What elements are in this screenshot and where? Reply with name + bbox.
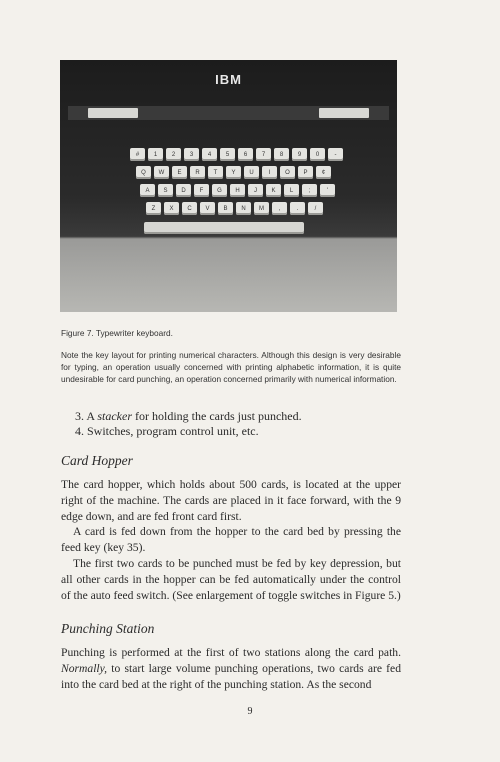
keyboard-key: 7 <box>256 148 271 161</box>
control-panel <box>68 106 389 120</box>
brand-logo: IBM <box>215 72 242 87</box>
keyboard-key: L <box>284 184 299 197</box>
keyboard-key: 2 <box>166 148 181 161</box>
keyboard-key: 5 <box>220 148 235 161</box>
section-heading: Punching Station <box>61 621 155 636</box>
keyboard-key: K <box>266 184 281 197</box>
keyboard-key: G <box>212 184 227 197</box>
keyboard-key: E <box>172 166 187 179</box>
keyboard-key: U <box>244 166 259 179</box>
keyboard-key: ; <box>302 184 317 197</box>
keyboard-key: . <box>290 202 305 215</box>
keyboard-key: J <box>248 184 263 197</box>
keyboard-key: 3 <box>184 148 199 161</box>
keyboard-key: S <box>158 184 173 197</box>
keyboard-key: P <box>298 166 313 179</box>
keyboard-key: ' <box>320 184 335 197</box>
keyboard-key: 8 <box>274 148 289 161</box>
key-row-home <box>140 184 335 197</box>
keyboard-key: , <box>272 202 287 215</box>
keyboard-key: X <box>164 202 179 215</box>
caption-title: Figure 7. Typewriter keyboard. <box>61 328 173 338</box>
keyboard-key: 0 <box>310 148 325 161</box>
keyboard-key: T <box>208 166 223 179</box>
keyboard-key: 1 <box>148 148 163 161</box>
keyboard-key: Z <box>146 202 161 215</box>
keyboard-key: 9 <box>292 148 307 161</box>
list-item: 4. Switches, program control unit, etc. <box>75 424 259 438</box>
paragraph: A card is fed down from the hopper to the card bed by pressing the feed key (key 35). <box>61 525 401 555</box>
keyboard-key: R <box>190 166 205 179</box>
keyboard-key: 4 <box>202 148 217 161</box>
keyboard-key: B <box>218 202 233 215</box>
keyboard-key: O <box>280 166 295 179</box>
key-row-bottom <box>146 202 323 215</box>
section-punching-station <box>61 621 401 692</box>
keyboard-key: D <box>176 184 191 197</box>
section-heading: Card Hopper <box>61 453 133 468</box>
typewriter-keyboard-photo <box>60 60 397 312</box>
section-card-hopper <box>61 453 401 603</box>
paragraph: Punching is performed at the first of two stations along the card path. Normally, to start large volume punching operations, two cards are fed into the card bed at the right of the punching station. As the second <box>61 646 401 691</box>
keyboard-key: ¢ <box>316 166 331 179</box>
keyboard-key: Y <box>226 166 241 179</box>
keyboard-key: M <box>254 202 269 215</box>
item-list <box>61 409 401 439</box>
keyboard-key: A <box>140 184 155 197</box>
keyboard-key: - <box>328 148 343 161</box>
panel-key-left <box>88 108 138 118</box>
keyboard-key: I <box>262 166 277 179</box>
keyboard-key: C <box>182 202 197 215</box>
caption-note: Note the key layout for printing numerical characters. Although this design is very desirable for typing, an operation usually concerned with printing alphabetic information, it is quite undesirable for card punching, an operation concerned primarily with numerical information. <box>61 350 401 384</box>
keyboard-key: V <box>200 202 215 215</box>
list-item: 3. A stacker for holding the cards just punched. <box>75 409 302 423</box>
keyboard-key: / <box>308 202 323 215</box>
paragraph: The card hopper, which holds about 500 cards, is located at the upper right of the machine. The cards are placed in it face forward, with the 9 edge down, and are fed front card first. <box>61 478 401 523</box>
key-row-top <box>136 166 331 179</box>
keyboard-key: # <box>130 148 145 161</box>
keyboard-key: W <box>154 166 169 179</box>
key-row-numbers <box>130 148 343 161</box>
keyboard-key: F <box>194 184 209 197</box>
keyboard-key: N <box>236 202 251 215</box>
keyboard-key: 6 <box>238 148 253 161</box>
keyboard-key: H <box>230 184 245 197</box>
space-bar <box>144 222 304 234</box>
panel-key-right <box>319 108 369 118</box>
figure-caption <box>61 327 401 385</box>
page-number: 9 <box>247 706 253 717</box>
paragraph: The first two cards to be punched must be fed by key depression, but all other cards in the hopper can be fed automatically under the control of the auto feed switch. (See enlargement of toggle switches in Figure 5.) <box>61 556 401 602</box>
keyboard-key: Q <box>136 166 151 179</box>
